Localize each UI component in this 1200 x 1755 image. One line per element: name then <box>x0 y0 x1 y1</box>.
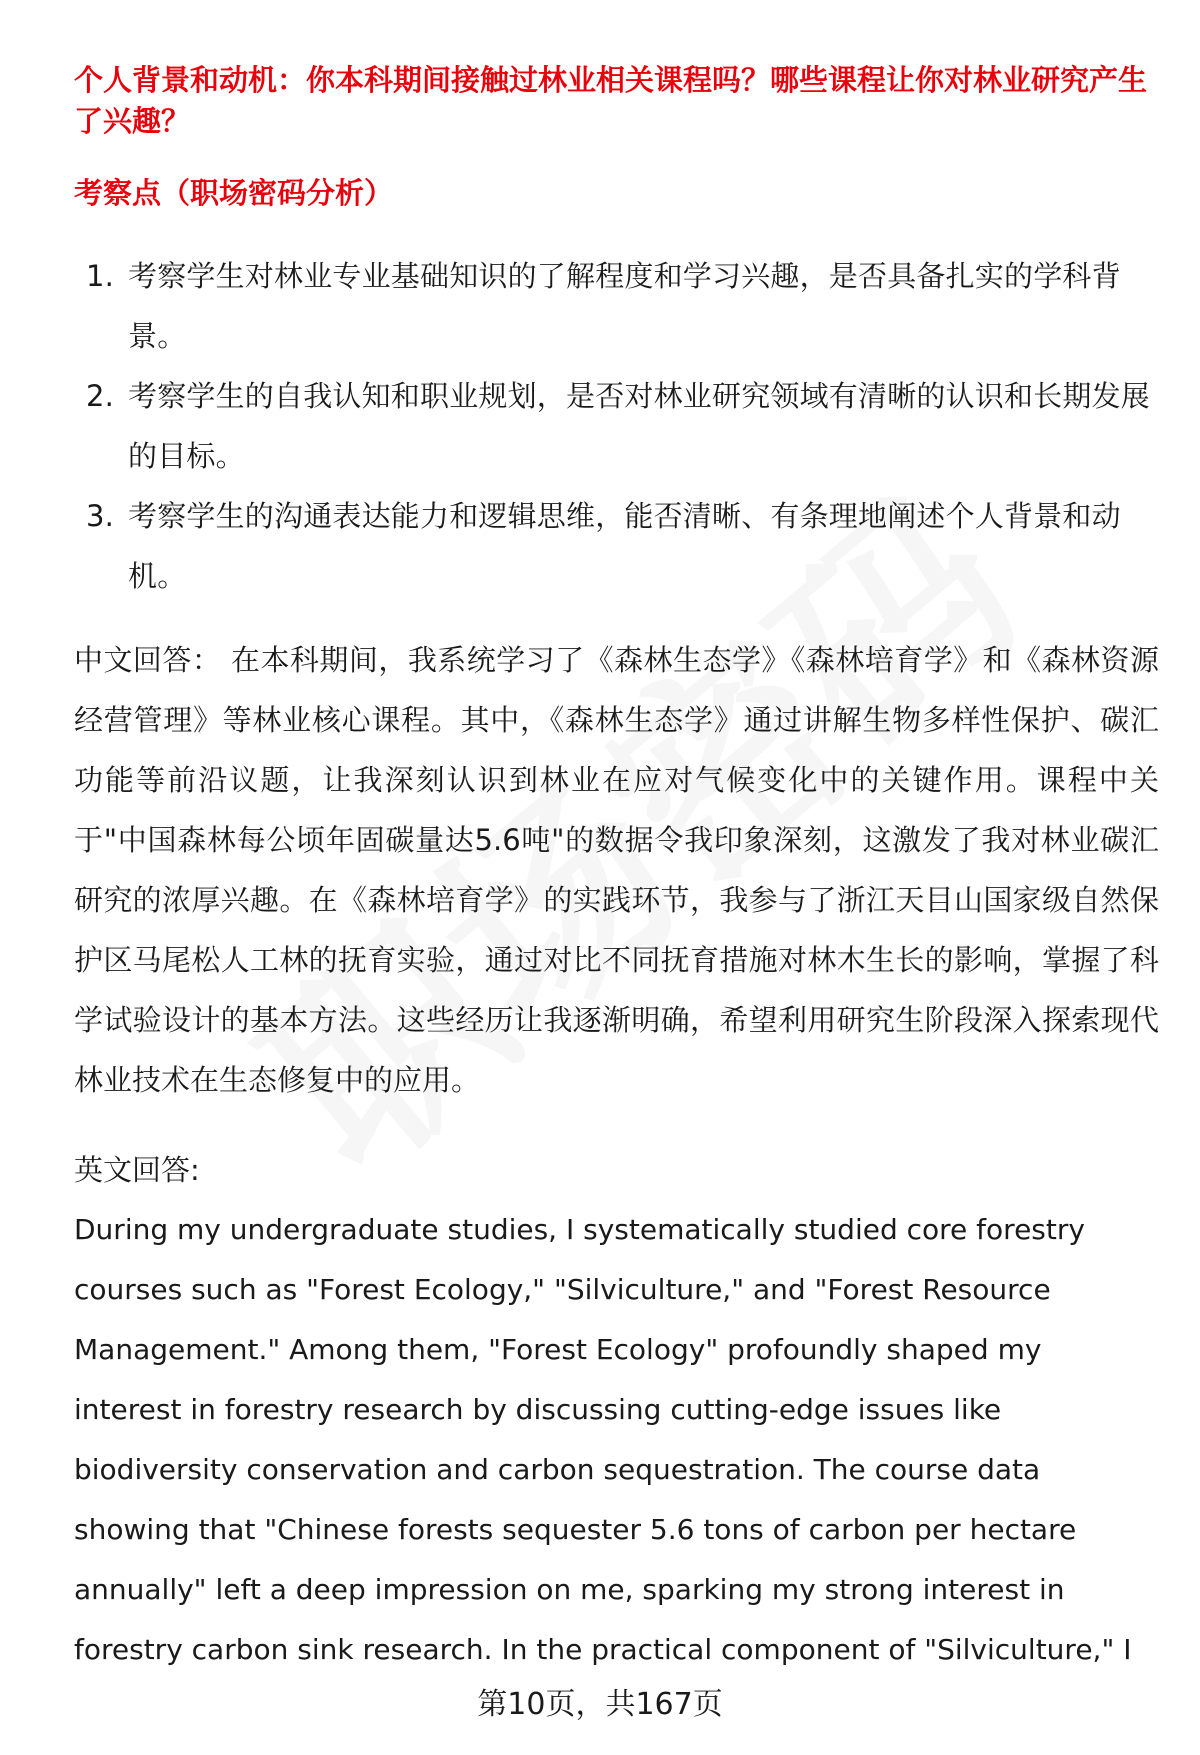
english-answer-paragraph: During my undergraduate studies, I systematically studied core forestry courses such as "Forest Ecology," "Silviculture," and "Forest Resource Management." Among them, "Forest Ecology" profoundly shaped my interest in forestry research by discussing cutting-edge issues like biodiversity conservation and carbon sequestration. The course data showing that "Chinese forests sequester 5.6 tons of carbon per hectare annually" left a deep impression on me, sparking my strong interest in forestry carbon sink research. In the practical component of "Silviculture," I <box>74 1213 1132 1666</box>
list-item <box>74 366 1154 486</box>
english-answer-label: 英文回答: <box>74 1153 200 1187</box>
list-item-text: 考察学生的沟通表达能力和逻辑思维，能否清晰、有条理地阐述个人背景和动机。 <box>128 499 1121 593</box>
page-footer: 第10页，共167页 <box>477 1687 723 1722</box>
list-item-number: 2. <box>86 379 115 413</box>
section-title: 考察点（职场密码分析） <box>74 176 394 210</box>
assessment-points-list <box>74 246 1154 606</box>
list-item-text: 考察学生对林业专业基础知识的了解程度和学习兴趣，是否具备扎实的学科背景。 <box>128 259 1121 353</box>
question-heading: 个人背景和动机：你本科期间接触过林业相关课程吗？哪些课程让你对林业研究产生了兴趣？ <box>74 63 1148 138</box>
list-item-number: 3. <box>86 499 115 533</box>
list-item <box>74 486 1154 606</box>
list-item-text: 考察学生的自我认知和职业规划，是否对林业研究领域有清晰的认识和长期发展的目标。 <box>128 379 1151 473</box>
list-item <box>74 246 1154 366</box>
list-item-number: 1. <box>86 259 115 293</box>
chinese-answer-paragraph: 中文回答： 在本科期间，我系统学习了《森林生态学》《森林培育学》和《森林资源经营管理》等林业核心课程。其中，《森林生态学》通过讲解生物多样性保护、碳汇功能等前沿议题，让我深刻认识到林业在应对气候变化中的关键作用。课程中关于"中国森林每公顷年固碳量达5.6吨"的数据令我印象深刻，这激发了我对林业碳汇研究的浓厚兴趣。在《森林培育学》的实践环节，我参与了浙江天目山国家级自然保护区马尾松人工林的抚育实验，通过对比不同抚育措施对林木生长的影响，掌握了科学试验设计的基本方法。这些经历让我逐渐明确，希望利用研究生阶段深入探索现代林业技术在生态修复中的应用。 <box>74 643 1159 1097</box>
